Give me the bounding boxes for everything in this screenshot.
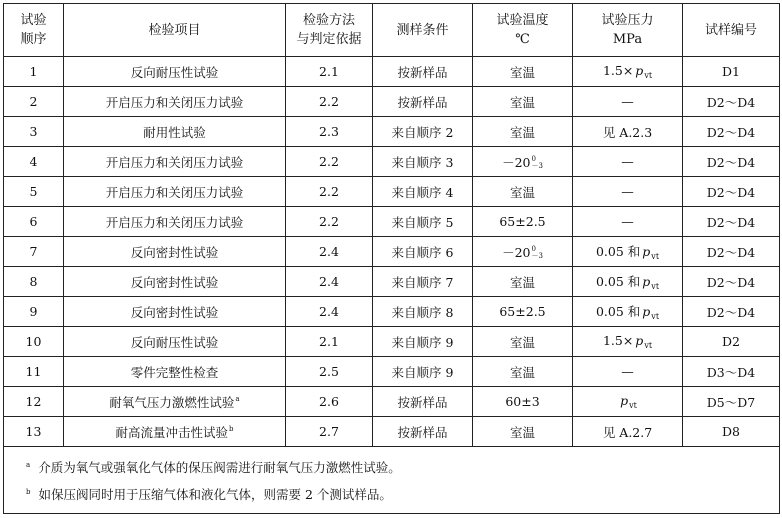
- cell-method: 2.5: [286, 357, 373, 387]
- table-row: [4, 207, 780, 237]
- cell-item: [64, 417, 286, 447]
- cell-sample: D5～D7: [683, 387, 780, 417]
- item-footnote-mark: b: [229, 425, 234, 434]
- cell-pressure: [573, 177, 683, 207]
- cell-seq: 4: [4, 147, 64, 177]
- pressure-text: 见 A.2.7: [602, 424, 653, 440]
- cell-condition: 按新样品: [373, 387, 473, 417]
- pressure-text: 见 A.2.3: [602, 124, 653, 140]
- pressure-variable: p: [642, 273, 651, 289]
- temp-tol-upper: 0: [531, 155, 536, 163]
- cell-condition: 按新样品: [373, 57, 473, 87]
- cell-seq: 10: [4, 327, 64, 357]
- cell-sample: D2～D4: [683, 267, 780, 297]
- pressure-subscript: vt: [651, 282, 660, 292]
- pressure-subscript: vt: [644, 341, 653, 351]
- header-item: 检验项目: [64, 4, 286, 57]
- pressure-prefix: 0.05 和: [595, 243, 641, 259]
- item-text: 耐氧气压力激燃性试验: [109, 394, 235, 410]
- cell-item: [64, 267, 286, 297]
- cell-temp: [473, 417, 573, 447]
- cell-method: 2.2: [286, 207, 373, 237]
- cell-method: 2.7: [286, 417, 373, 447]
- cell-condition: 来自顺序 9: [373, 327, 473, 357]
- temp-value: 65±2.5: [499, 304, 546, 319]
- cell-temp: [473, 297, 573, 327]
- cell-seq: 7: [4, 237, 64, 267]
- cell-pressure: [573, 357, 683, 387]
- cell-condition: 来自顺序 4: [373, 177, 473, 207]
- cell-item: [64, 57, 286, 87]
- pressure-prefix: 1.5×: [602, 332, 634, 348]
- cell-temp: [473, 57, 573, 87]
- cell-temp: [473, 237, 573, 267]
- table-row: [4, 267, 780, 297]
- cell-sample: D2～D4: [683, 117, 780, 147]
- cell-pressure: [573, 87, 683, 117]
- cell-seq: 8: [4, 267, 64, 297]
- cell-pressure: [573, 147, 683, 177]
- cell-seq: 12: [4, 387, 64, 417]
- cell-method: 2.6: [286, 387, 373, 417]
- temp-value: －20: [502, 154, 531, 170]
- pressure-variable: p: [620, 392, 629, 408]
- table-row: [4, 87, 780, 117]
- cell-pressure: [573, 117, 683, 147]
- cell-method: 2.1: [286, 327, 373, 357]
- cell-condition: 来自顺序 9: [373, 357, 473, 387]
- item-text: 开启压力和关闭压力试验: [105, 94, 244, 110]
- temp-tol-lower: －3: [531, 162, 543, 170]
- pressure-text: —: [621, 154, 634, 169]
- pressure-prefix: 0.05 和: [595, 303, 641, 319]
- cell-method: 2.4: [286, 267, 373, 297]
- cell-sample: D2～D4: [683, 207, 780, 237]
- pressure-text: —: [621, 94, 634, 109]
- cell-method: 2.4: [286, 297, 373, 327]
- item-text: 零件完整性检查: [130, 364, 219, 380]
- cell-temp: [473, 357, 573, 387]
- temp-value: 室温: [509, 64, 535, 80]
- cell-pressure: [573, 417, 683, 447]
- pressure-prefix: 0.05 和: [595, 273, 641, 289]
- cell-condition: 来自顺序 6: [373, 237, 473, 267]
- cell-method: 2.1: [286, 57, 373, 87]
- cell-item: [64, 177, 286, 207]
- temp-value: 60±3: [505, 394, 540, 409]
- item-text: 耐用性试验: [143, 124, 206, 140]
- temp-tolerance: [531, 246, 542, 260]
- cell-method: 2.4: [286, 237, 373, 267]
- cell-condition: 来自顺序 7: [373, 267, 473, 297]
- cell-temp: [473, 267, 573, 297]
- temp-value: 室温: [509, 424, 535, 440]
- table-row: [4, 177, 780, 207]
- cell-condition: 来自顺序 2: [373, 117, 473, 147]
- cell-sample: D3～D4: [683, 357, 780, 387]
- cell-pressure: [573, 297, 683, 327]
- item-text: 开启压力和关闭压力试验: [105, 214, 244, 230]
- cell-condition: 来自顺序 3: [373, 147, 473, 177]
- notes-cell: [4, 447, 780, 514]
- cell-pressure: [573, 57, 683, 87]
- pressure-text: —: [621, 364, 634, 379]
- item-text: 反向密封性试验: [130, 304, 219, 320]
- cell-item: [64, 207, 286, 237]
- cell-seq: 3: [4, 117, 64, 147]
- cell-sample: D1: [683, 57, 780, 87]
- cell-temp: [473, 87, 573, 117]
- temp-tolerance: [531, 156, 542, 170]
- cell-item: [64, 147, 286, 177]
- cell-item: [64, 87, 286, 117]
- temp-value: 室温: [509, 184, 535, 200]
- cell-sample: D2～D4: [683, 87, 780, 117]
- table-row: [4, 387, 780, 417]
- cell-temp: [473, 327, 573, 357]
- cell-seq: 5: [4, 177, 64, 207]
- cell-item: [64, 237, 286, 267]
- item-text: 反向耐压性试验: [130, 334, 219, 350]
- cell-pressure: [573, 237, 683, 267]
- cell-sample: D2～D4: [683, 147, 780, 177]
- cell-seq: 1: [4, 57, 64, 87]
- table-row: [4, 297, 780, 327]
- cell-method: 2.3: [286, 117, 373, 147]
- cell-condition: 来自顺序 8: [373, 297, 473, 327]
- header-sample: 试样编号: [683, 4, 780, 57]
- temp-tol-upper: 0: [531, 245, 536, 253]
- note-a-mark: a: [26, 461, 31, 469]
- cell-item: [64, 327, 286, 357]
- cell-item: [64, 357, 286, 387]
- test-sequence-table: [3, 3, 780, 514]
- table-row: [4, 147, 780, 177]
- cell-method: 2.2: [286, 87, 373, 117]
- temp-value: －20: [502, 244, 531, 260]
- pressure-subscript: vt: [651, 252, 660, 262]
- table-header-row: [4, 4, 780, 57]
- cell-condition: 按新样品: [373, 87, 473, 117]
- item-text: 开启压力和关闭压力试验: [105, 154, 244, 170]
- cell-sample: D2: [683, 327, 780, 357]
- cell-seq: 9: [4, 297, 64, 327]
- cell-sample: D8: [683, 417, 780, 447]
- cell-pressure: [573, 207, 683, 237]
- cell-sample: D2～D4: [683, 237, 780, 267]
- cell-method: 2.2: [286, 147, 373, 177]
- temp-value: 室温: [509, 334, 535, 350]
- temp-value: 室温: [509, 124, 535, 140]
- note-b-text: 如保压阀同时用于压缩气体和液化气体，则需要 2 个测试样品。: [38, 487, 392, 503]
- note-a: [26, 453, 779, 480]
- item-text: 耐高流量冲击性试验: [115, 424, 229, 440]
- header-pressure: 试验压力 MPa: [573, 4, 683, 57]
- item-text: 开启压力和关闭压力试验: [105, 184, 244, 200]
- table-row: [4, 237, 780, 267]
- table-row: [4, 57, 780, 87]
- pressure-variable: p: [635, 332, 644, 348]
- cell-condition: 按新样品: [373, 417, 473, 447]
- header-condition: 测样条件: [373, 4, 473, 57]
- table-row: [4, 327, 780, 357]
- temp-value: 室温: [509, 94, 535, 110]
- cell-sample: D2～D4: [683, 297, 780, 327]
- cell-temp: [473, 117, 573, 147]
- item-text: 反向密封性试验: [130, 274, 219, 290]
- item-text: 反向耐压性试验: [130, 64, 219, 80]
- cell-seq: 11: [4, 357, 64, 387]
- cell-sample: D2～D4: [683, 177, 780, 207]
- cell-temp: [473, 147, 573, 177]
- pressure-subscript: vt: [629, 401, 637, 411]
- temp-tol-lower: －3: [531, 252, 543, 260]
- header-method: 检验方法 与判定依据: [286, 4, 373, 57]
- table-body: [4, 57, 780, 447]
- cell-pressure: [573, 327, 683, 357]
- cell-temp: [473, 207, 573, 237]
- cell-pressure: [573, 267, 683, 297]
- cell-condition: 来自顺序 5: [373, 207, 473, 237]
- temp-value: 室温: [509, 364, 535, 380]
- temp-value: 65±2.5: [499, 214, 546, 229]
- temp-value: 室温: [509, 274, 535, 290]
- pressure-subscript: vt: [651, 312, 660, 322]
- table-row: [4, 417, 780, 447]
- pressure-text: —: [621, 184, 634, 199]
- cell-item: [64, 387, 286, 417]
- cell-seq: 6: [4, 207, 64, 237]
- pressure-variable: p: [635, 62, 644, 78]
- cell-item: [64, 297, 286, 327]
- table-row: [4, 357, 780, 387]
- note-b-mark: b: [26, 488, 31, 497]
- notes-row: [4, 447, 780, 514]
- cell-method: 2.2: [286, 177, 373, 207]
- cell-pressure: [573, 387, 683, 417]
- table-row: [4, 117, 780, 147]
- cell-item: [64, 117, 286, 147]
- pressure-variable: p: [642, 243, 651, 259]
- pressure-subscript: vt: [644, 71, 653, 81]
- pressure-prefix: 1.5×: [602, 62, 634, 78]
- header-temp: 试验温度 ℃: [473, 4, 573, 57]
- cell-temp: [473, 177, 573, 207]
- cell-seq: 13: [4, 417, 64, 447]
- document-page: [3, 3, 779, 514]
- pressure-text: —: [621, 214, 634, 229]
- note-a-text: 介质为氧气或强氧化气体的保压阀需进行耐氧气压力激燃性试验。: [38, 460, 401, 476]
- item-text: 反向密封性试验: [130, 244, 219, 260]
- cell-temp: [473, 387, 573, 417]
- cell-seq: 2: [4, 87, 64, 117]
- note-b: [26, 480, 779, 507]
- pressure-variable: p: [642, 303, 651, 319]
- item-footnote-mark: a: [235, 395, 240, 404]
- header-seq: 试验 顺序: [4, 4, 64, 57]
